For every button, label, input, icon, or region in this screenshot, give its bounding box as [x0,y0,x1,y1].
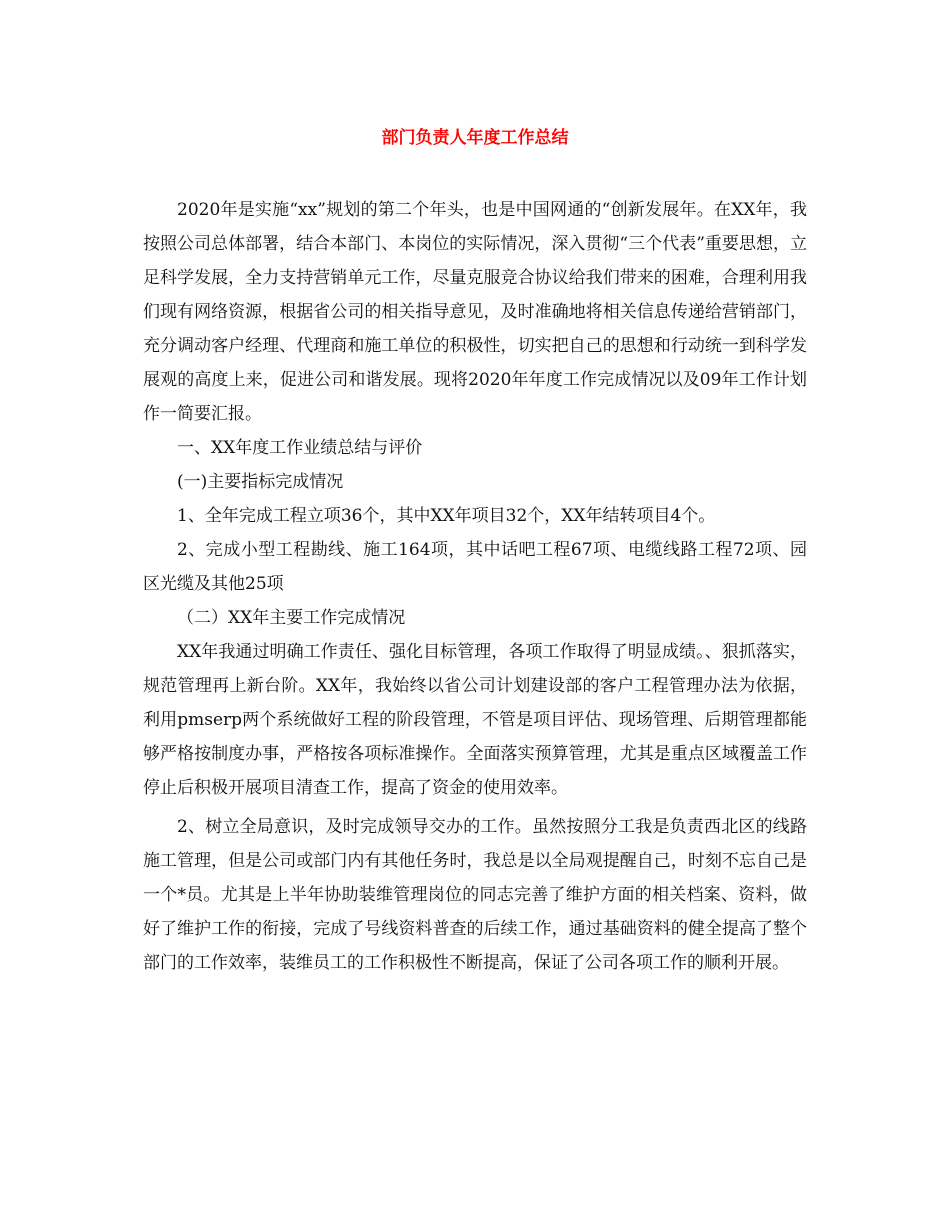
list-item-1: 1、全年完成工程立项36个，其中XX年项目32个，XX年结转项目4个。 [177,506,716,526]
list-item-2: 2、完成小型工程勘线、施工164项，其中话吧工程67项、电缆线路工程72项、园区光缆及其他25项 [143,540,807,594]
document-body [143,193,807,980]
paragraph-intro: 2020年是实施“xx”规划的第二个年头，也是中国网通的“创新发展年。在XX年，我按照公司总体部署，结合本部门、本岗位的实际情况，深入贯彻“三个代表”重要思想，立足科学发展，全力支持营销单元工作，尽量克服竞合协议给我们带来的困难，合理利用我们现有网络资源，根据省公司的相关指导意见，及时准确地将相关信息传递给营销部门，充分调动客户经理、代理商和施工单位的积极性，切实把自己的思想和行动统一到科学发展观的高度上来，促进公司和谐发展。现将2020年年度工作完成情况以及09年工作计划作一简要汇报。 [143,200,807,424]
document-title: 部门负责人年度工作总结 [381,128,569,148]
paragraph-work-summary: XX年我通过明确工作责任、强化目标管理，各项工作取得了明显成绩。、狠抓落实，规范管理再上新台阶。XX年，我始终以省公司计划建设部的客户工程管理办法为依据，利用pmserp两个系统做好工程的阶段管理，不管是项目评估、现场管理、后期管理都能够严格按制度办事，严格按各项标准操作。全面落实预算管理，尤其是重点区域覆盖工作停止后积极开展项目清查工作，提高了资金的使用效率。 [143,642,807,798]
subsection-heading-1: (一)主要指标完成情况 [177,472,344,492]
paragraph-global-awareness: 2、树立全局意识，及时完成领导交办的工作。虽然按照分工我是负责西北区的线路施工管理，但是公司或部门内有其他任务时，我总是以全局观提醒自己，时刻不忘自己是一个*员。尤其是上半年协助装维管理岗位的同志完善了维护方面的相关档案、资料，做好了维护工作的衔接，完成了号线资料普查的后续工作，通过基础资料的健全提高了整个部门的工作效率，装维员工的工作积极性不断提高，保证了公司各项工作的顺利开展。 [143,817,807,973]
subsection-heading-2: （二）XX年主要工作完成情况 [177,608,406,628]
section-heading-1: 一、XX年度工作业绩总结与评价 [177,438,423,458]
